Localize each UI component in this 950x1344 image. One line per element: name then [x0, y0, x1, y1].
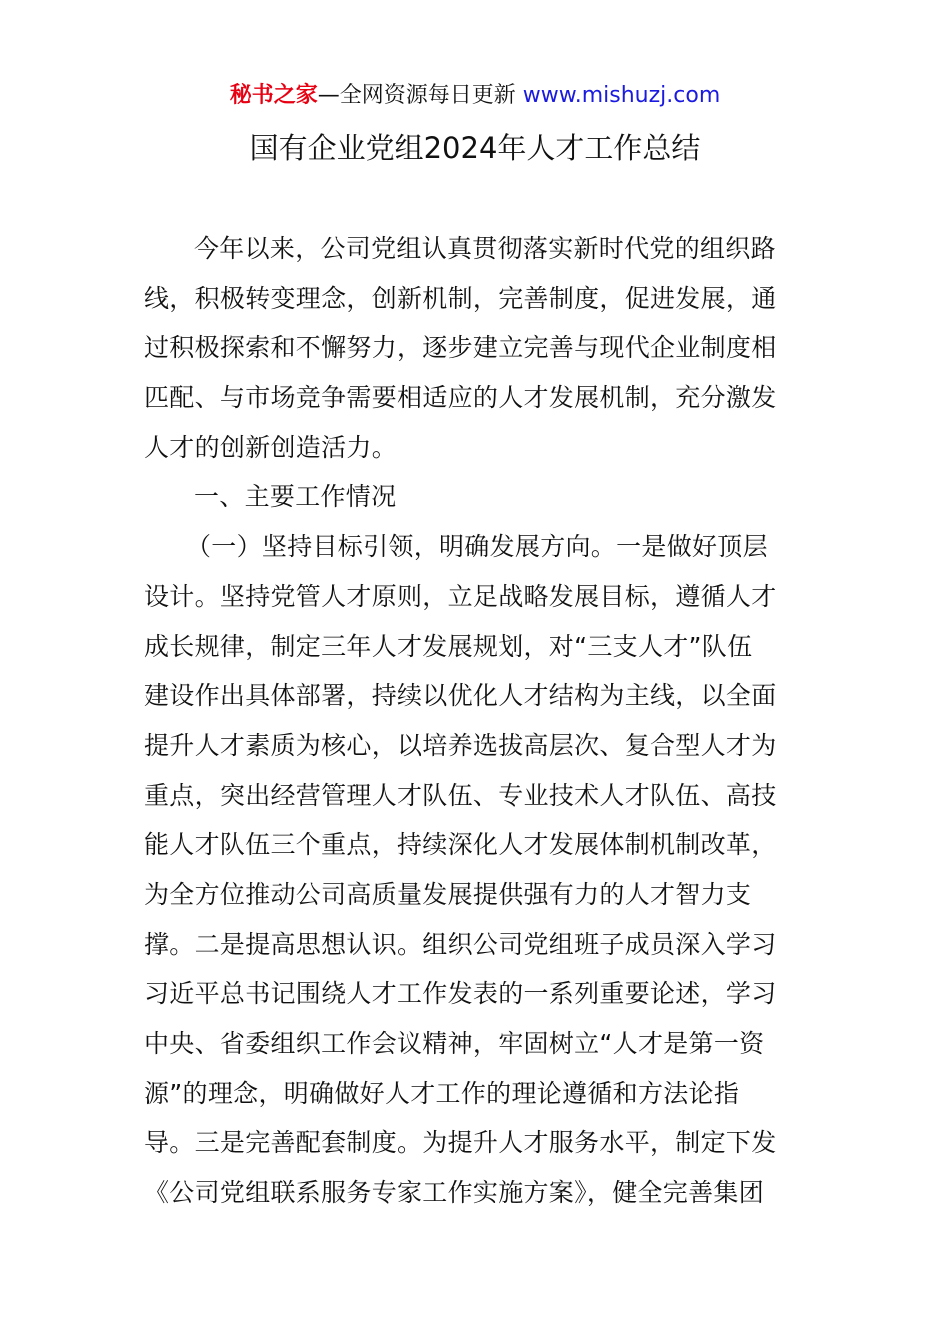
document-body — [144, 224, 784, 1218]
paragraph-line: （一）坚持目标引领，明确发展方向。一是做好顶层 — [186, 532, 768, 562]
paragraph-line: 设计。坚持党管人才原则，立足战略发展目标，遵循人才 — [144, 581, 777, 611]
paragraph-line: 人才的创新创造活力。 — [144, 432, 398, 462]
paragraph-line: 匹配、与市场竞争需要相适应的人才发展机制，充分激发 — [144, 383, 777, 413]
paragraph-line: 建设作出具体部署，持续以优化人才结构为主线，以全面 — [144, 681, 777, 711]
banner-tagline: —全网资源每日更新 — [317, 83, 523, 108]
banner-brand: 秘书之家 — [229, 83, 318, 108]
paragraph-line: 过积极探索和不懈努力，逐步建立完善与现代企业制度相 — [144, 333, 777, 363]
paragraph-line: 中央、省委组织工作会议精神，牢固树立“人才是第一资 — [144, 1029, 765, 1058]
paragraph-line: 今年以来，公司党组认真贯彻落实新时代党的组织路 — [194, 234, 776, 263]
banner-url: www.mishuzj.com — [522, 83, 721, 108]
section-heading: 一、主要工作情况 — [194, 482, 397, 512]
paragraph-line: 《公司党组联系服务专家工作实施方案》，健全完善集团 — [144, 1178, 765, 1208]
paragraph-line: 提升人才素质为核心，以培养选拔高层次、复合型人才为 — [144, 730, 777, 760]
site-banner — [0, 80, 950, 112]
paragraph-line: 成长规律，制定三年人才发展规划，对“三支人才”队伍 — [144, 631, 753, 661]
paragraph-line: 习近平总书记围绕人才工作发表的一系列重要论述，学习 — [144, 979, 777, 1009]
paragraph-line: 撑。二是提高思想认识。组织公司党组班子成员深入学习 — [144, 929, 777, 959]
paragraph-line: 源”的理念，明确做好人才工作的理论遵循和方法论指 — [144, 1078, 740, 1108]
paragraph-line: 重点，突出经营管理人才队伍、专业技术人才队伍、高技 — [144, 780, 777, 810]
document-title: 国有企业党组2024年人才工作总结 — [249, 131, 701, 165]
paragraph-line: 能人才队伍三个重点，持续深化人才发展体制机制改革， — [144, 830, 777, 860]
paragraph-line: 导。三是完善配套制度。为提升人才服务水平，制定下发 — [144, 1128, 777, 1158]
paragraph-line: 线，积极转变理念，创新机制，完善制度，促进发展，通 — [144, 283, 777, 313]
paragraph-line: 为全方位推动公司高质量发展提供强有力的人才智力支 — [144, 879, 752, 909]
